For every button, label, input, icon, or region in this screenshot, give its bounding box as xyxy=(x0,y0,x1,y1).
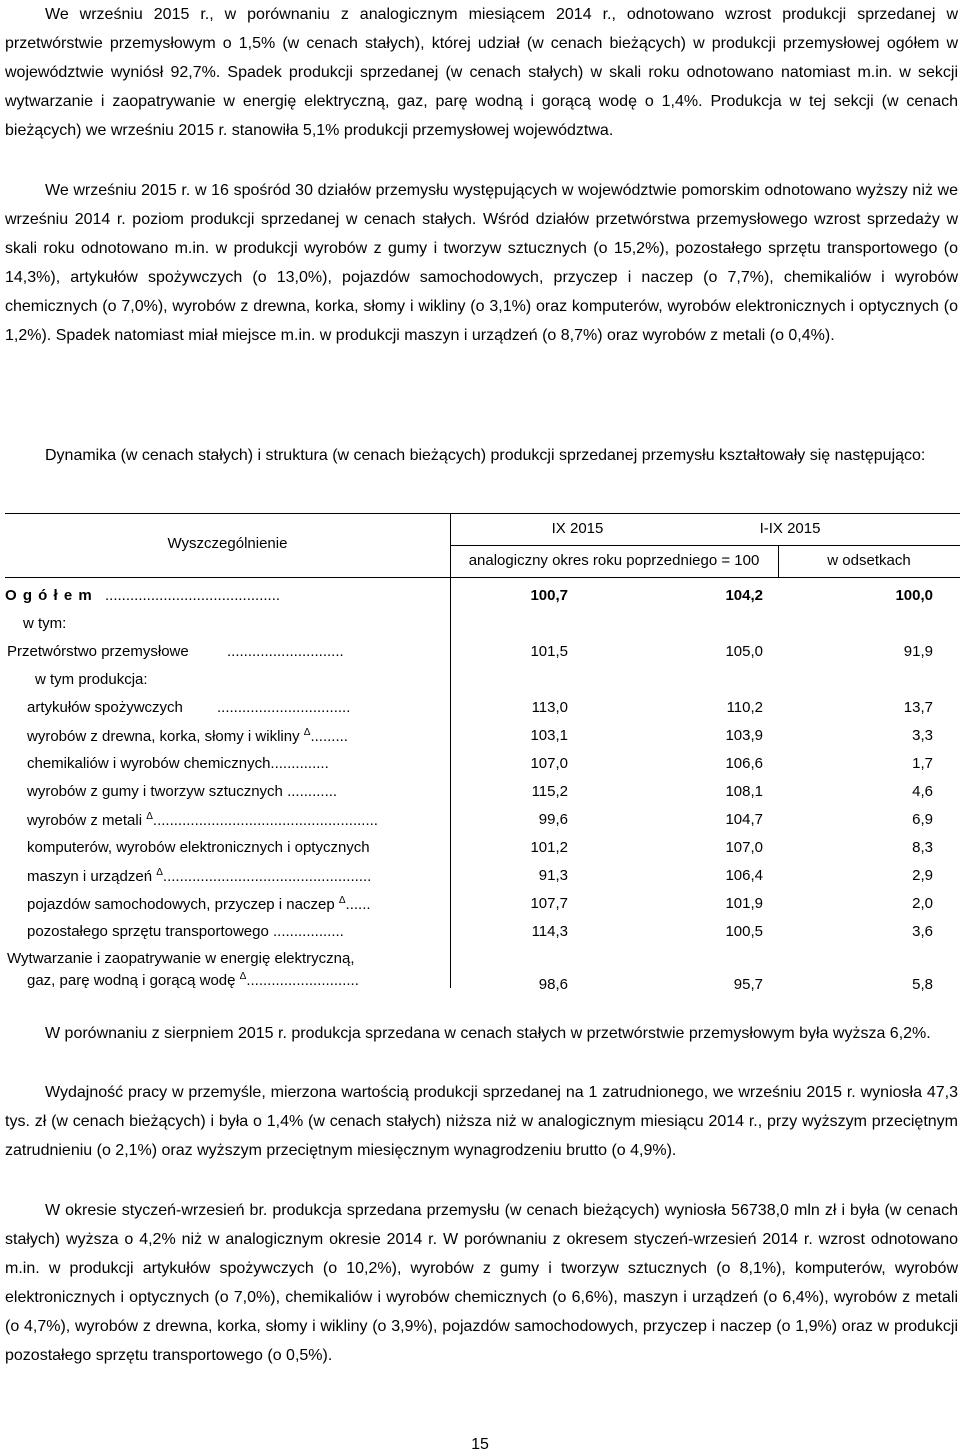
table-row: Wytwarzanie i zaopatrywanie w energię elektryczną, xyxy=(7,950,355,967)
table-top-rule xyxy=(5,513,960,514)
header-spec: Wyszczególnienie xyxy=(167,535,288,552)
delta-icon: Δ xyxy=(303,727,311,738)
production-table xyxy=(5,513,960,993)
header-i-ix: I-IX 2015 xyxy=(759,520,821,537)
table-row: wyrobów z drewna, korka, słomy i wikliny $^\Delta$......... 103,1 103,9 3,3 xyxy=(27,727,933,745)
delta-icon: Δ xyxy=(146,811,153,822)
table-row: pozostałego sprzętu transportowego ................. 114,3 100,5 3,6 xyxy=(27,923,933,940)
paragraph-3: Dynamika (w cenach stałych) i struktura (w cenach bieżących) produkcji sprzedanej przemysłu kształtowały się następująco: xyxy=(45,447,926,464)
delta-icon: Δ xyxy=(239,971,247,982)
paragraph-5: Wydajność pracy w przemyśle, mierzona wartością produkcji sprzedanej na 1 zatrudnionego, we wrześniu 2015 r. wyniosła 47,3 tys. zł (w cenach bieżących) i była o 1,4% (w cenach stałych) niższa niż w analogicznym miesiącu 2014 r., przy wyższym przeciętnym zatrudnieniu (o 2,1%) oraz wyższym przeciętnym miesięcznym wynagrodzeniu brutto (o 4,9%). xyxy=(5,1084,958,1159)
table-row: chemikaliów i wyrobów chemicznych.............. 107,0 106,6 1,7 xyxy=(27,755,933,772)
table-row: w tym: xyxy=(23,615,67,632)
header-dynamics: analogiczny okres roku poprzedniego = 100 xyxy=(468,552,760,569)
table-row: artykułów spożywczych ................................ 113,0 110,2 13,7 xyxy=(27,699,933,716)
table-row: O g ó ł e m .......................................... 100,7 104,2 100,0 xyxy=(5,587,933,604)
table-header-bottom-rule xyxy=(5,577,960,578)
table-row: Przetwórstwo przemysłowe ............................ 101,5 105,0 91,9 xyxy=(7,643,933,660)
page-number: 15 xyxy=(471,1436,489,1453)
paragraph-6: W okresie styczeń-wrzesień br. produkcja sprzedana przemysłu (w cenach bieżących) wyniosła 56738,0 mln zł i była (w cenach stałych) wyższa o 4,2% niż w analogicznym okresie 2014 r. W porównaniu z okresem styczeń-wrzesień 2014 r. wzrost odnotowano m.in. w produkcji artykułów spożywczych (o 10,2%), wyrobów z gumy i tworzyw sztucznych (o 8,1%), komputerów, wyrobów elektronicznych i optycznych (o 7,0%), chemikaliów i wyrobów chemicznych (o 6,6%), maszyn i urządzeń (o 6,4%), wyrobów z metali (o 4,7%), wyrobów z drewna, korka, słomy i wikliny (o 3,9%), pojazdów samochodowych, przyczep i naczep (o 1,9%) oraz w produkcji pozostałego sprzętu transportowego (o 0,5%). xyxy=(5,1202,958,1364)
delta-icon: Δ xyxy=(338,895,346,906)
delta-icon: Δ xyxy=(156,867,163,878)
table-header-mid-rule xyxy=(450,545,960,546)
table-row: maszyn i urządzeń $^\Delta$.................................................. 91,3 106,4 2,9 xyxy=(27,867,933,885)
paragraph-2: We wrześniu 2015 r. w 16 spośród 30 działów przemysłu występujących w województwie pomorskim odnotowano wyższy niż we wrześniu 2014 r. poziom produkcji sprzedanej w cenach stałych. Wśród działów przetwórstwa przemysłowego wzrost sprzedaży w skali roku odnotowano m.in. w produkcji wyrobów z gumy i tworzyw sztucznych (o 15,2%), pozostałego sprzętu transportowego (o 14,3%), artykułów spożywczych (o 13,0%), pojazdów samochodowych, przyczep i naczep (o 7,7%), chemikaliów i wyrobów chemicznych (o 7,0%), wyrobów z drewna, korka, słomy i wikliny (o 3,1%) oraz komputerów, wyrobów elektronicznych i optycznych (o 1,2%). Spadek natomiast miał miejsce m.in. w produkcji maszyn i urządzeń (o 8,7%) oraz wyrobów z metali (o 0,4%). xyxy=(5,182,958,344)
header-ix: IX 2015 xyxy=(551,520,604,537)
table-row: gaz, parę wodną i gorącą wodę $^\Delta$........................... 98,6 95,7 5,8 xyxy=(27,971,933,993)
table-row: komputerów, wyrobów elektronicznych i optycznych 101,2 107,0 8,3 xyxy=(27,839,933,856)
paragraph-1: We wrześniu 2015 r., w porównaniu z analogicznym miesiącem 2014 r., odnotowano wzrost produkcji sprzedanej w przetwórstwie przemysłowym o 1,5% (w cenach stałych), której udział (w cenach bieżących) w produkcji przemysłowej ogółem w województwie wyniósł 92,7%. Spadek produkcji sprzedanej (w cenach stałych) w skali roku odnotowano natomiast m.in. w sekcji wytwarzanie i zaopatrywanie w energię elektryczną, gaz, parę wodną i gorącą wodę o 1,4%. Produkcja w tej sekcji (w cenach bieżących) we wrześniu 2015 r. stanowiła 5,1% produkcji przemysłowej województwa. xyxy=(5,6,958,139)
table-row: wyrobów z metali $^\Delta$...................................................... 99,6 104,7 6,9 xyxy=(27,811,933,829)
header-percent: w odsetkach xyxy=(827,552,911,569)
table-row: pojazdów samochodowych, przyczep i naczep $^\Delta$...... 107,7 101,9 2,0 xyxy=(27,895,933,913)
paragraph-4: W porównaniu z sierpniem 2015 r. produkcja sprzedana w cenach stałych w przetwórstwie przemysłowym była wyższa 6,2%. xyxy=(45,1025,931,1042)
table-row: wyrobów z gumy i tworzyw sztucznych ............ 115,2 108,1 4,6 xyxy=(27,783,933,800)
table-row: w tym produkcja: xyxy=(35,671,148,688)
